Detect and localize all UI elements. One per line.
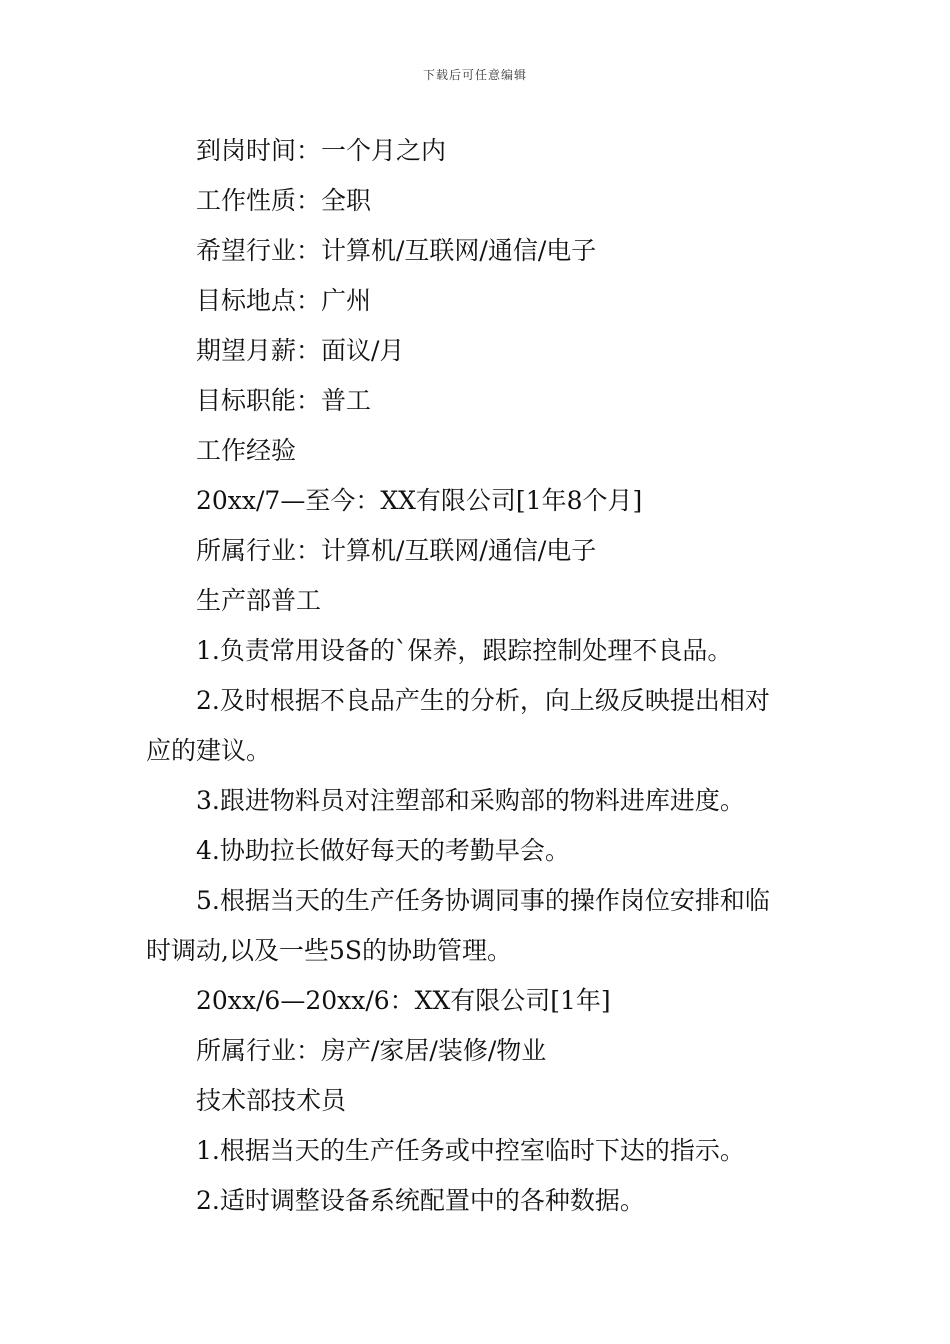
job-1-duty-2-continued: 应的建议。 (146, 736, 272, 765)
line-expected-salary: 期望月薪：面议/月 (196, 336, 405, 365)
job-2-period: 20xx/6—20xx/6：XX有限公司[1年] (196, 986, 611, 1015)
line-target-location: 目标地点：广州 (196, 286, 372, 315)
line-arrival-time: 到岗时间：一个月之内 (196, 136, 447, 165)
line-desired-industry: 希望行业：计算机/互联网/通信/电子 (196, 236, 597, 265)
job-1-duty-5-continued: 时调动,以及一些5S的协助管理。 (146, 936, 512, 965)
job-2-duty-2: 2.适时调整设备系统配置中的各种数据。 (196, 1186, 645, 1215)
job-1-industry: 所属行业：计算机/互联网/通信/电子 (196, 536, 597, 565)
line-job-type: 工作性质：全职 (196, 186, 372, 215)
document-body (146, 126, 811, 1226)
job-1-period: 20xx/7—至今：XX有限公司[1年8个月] (196, 486, 643, 515)
job-1-duty-4: 4.协助拉长做好每天的考勤早会。 (196, 836, 570, 865)
page-header: 下载后可任意编辑 (422, 68, 527, 82)
job-2-title: 技术部技术员 (196, 1086, 347, 1115)
job-2-duty-1: 1.根据当天的生产任务或中控室临时下达的指示。 (196, 1136, 745, 1165)
line-target-function: 目标职能：普工 (196, 386, 372, 415)
job-1-duty-1: 1.负责常用设备的`保养，跟踪控制处理不良品。 (196, 636, 733, 665)
job-1-duty-2: 2.及时根据不良品产生的分析，向上级反映提出相对 (196, 686, 770, 715)
job-1-title: 生产部普工 (196, 586, 322, 615)
job-2-industry: 所属行业：房产/家居/装修/物业 (196, 1036, 547, 1065)
job-1-duty-3: 3.跟进物料员对注塑部和采购部的物料进库进度。 (196, 786, 745, 815)
job-1-duty-5: 5.根据当天的生产任务协调同事的操作岗位安排和临 (196, 886, 770, 915)
section-heading-work-experience: 工作经验 (196, 436, 297, 465)
